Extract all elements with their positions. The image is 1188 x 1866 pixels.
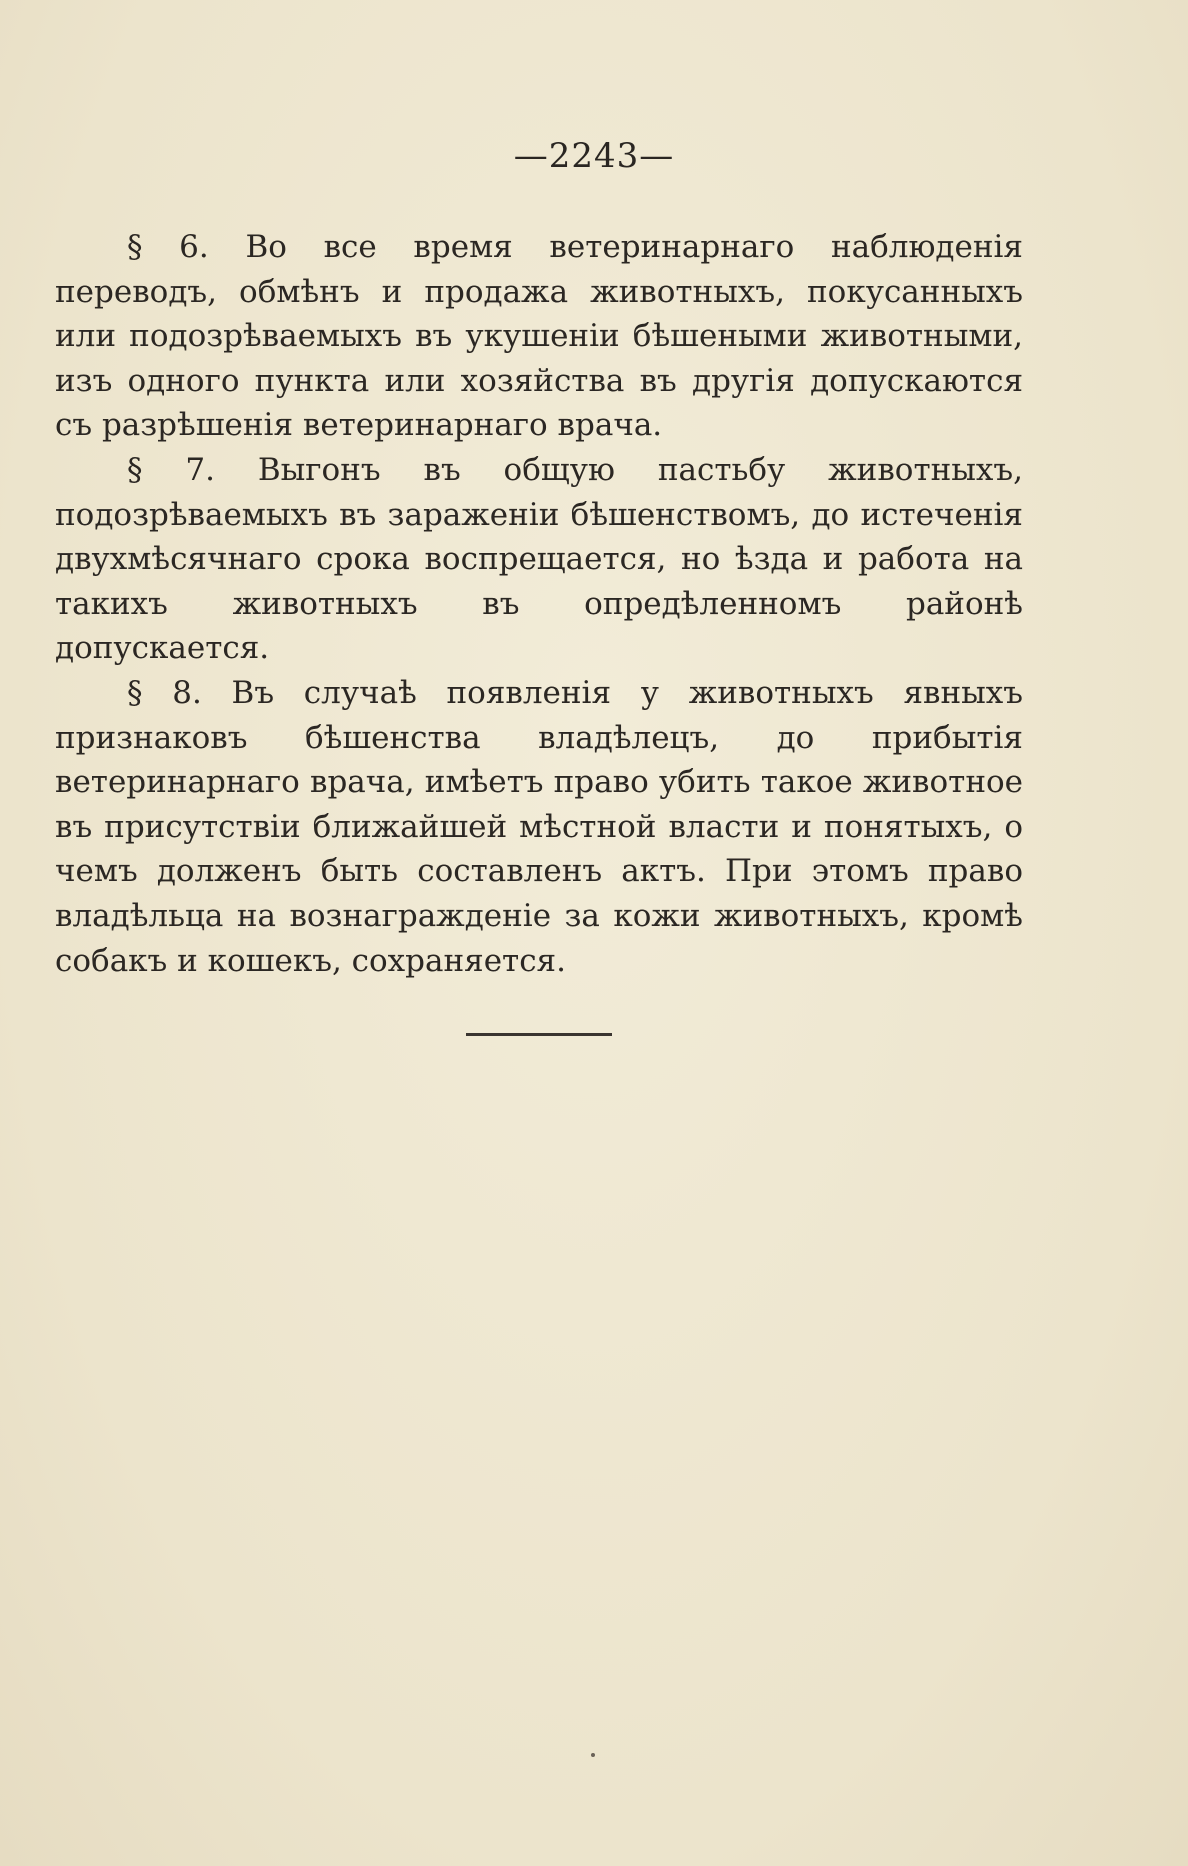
paper-speck xyxy=(591,1753,595,1757)
paragraph-section-6: § 6. Во все время ветеринарнаго наблюденія переводъ, обмѣнъ и продажа животныхъ, покусанныхъ или подозрѣваемыхъ въ укушеніи бѣшеными животными, изъ одного пункта или хозяйства въ другія допускаются съ разрѣшенія ветеринарнаго врача. xyxy=(55,229,1023,444)
page-number: —2243— xyxy=(513,136,675,176)
paragraph-section-7: § 7. Выгонъ въ общую пастьбу животныхъ, подозрѣваемыхъ въ зараженіи бѣшенствомъ, до истеченія двухмѣсячнаго срока воспрещается, но ѣзда и работа на такихъ животныхъ въ опредѣленномъ районѣ допускается. xyxy=(55,451,1023,667)
body-text xyxy=(55,225,1023,983)
paragraph-section-8: § 8. Въ случаѣ появленія у животныхъ явныхъ признаковъ бѣшенства владѣлецъ, до прибытія ветеринарнаго врача, имѣетъ право убить такое животное въ присутствіи ближайшей мѣстной власти и понятыхъ, о чемъ долженъ быть составленъ актъ. При этомъ право владѣльца на вознагражденіе за кожи животныхъ, кромѣ собакъ и кошекъ, сохраняется. xyxy=(55,674,1023,979)
section-divider xyxy=(466,1033,612,1036)
